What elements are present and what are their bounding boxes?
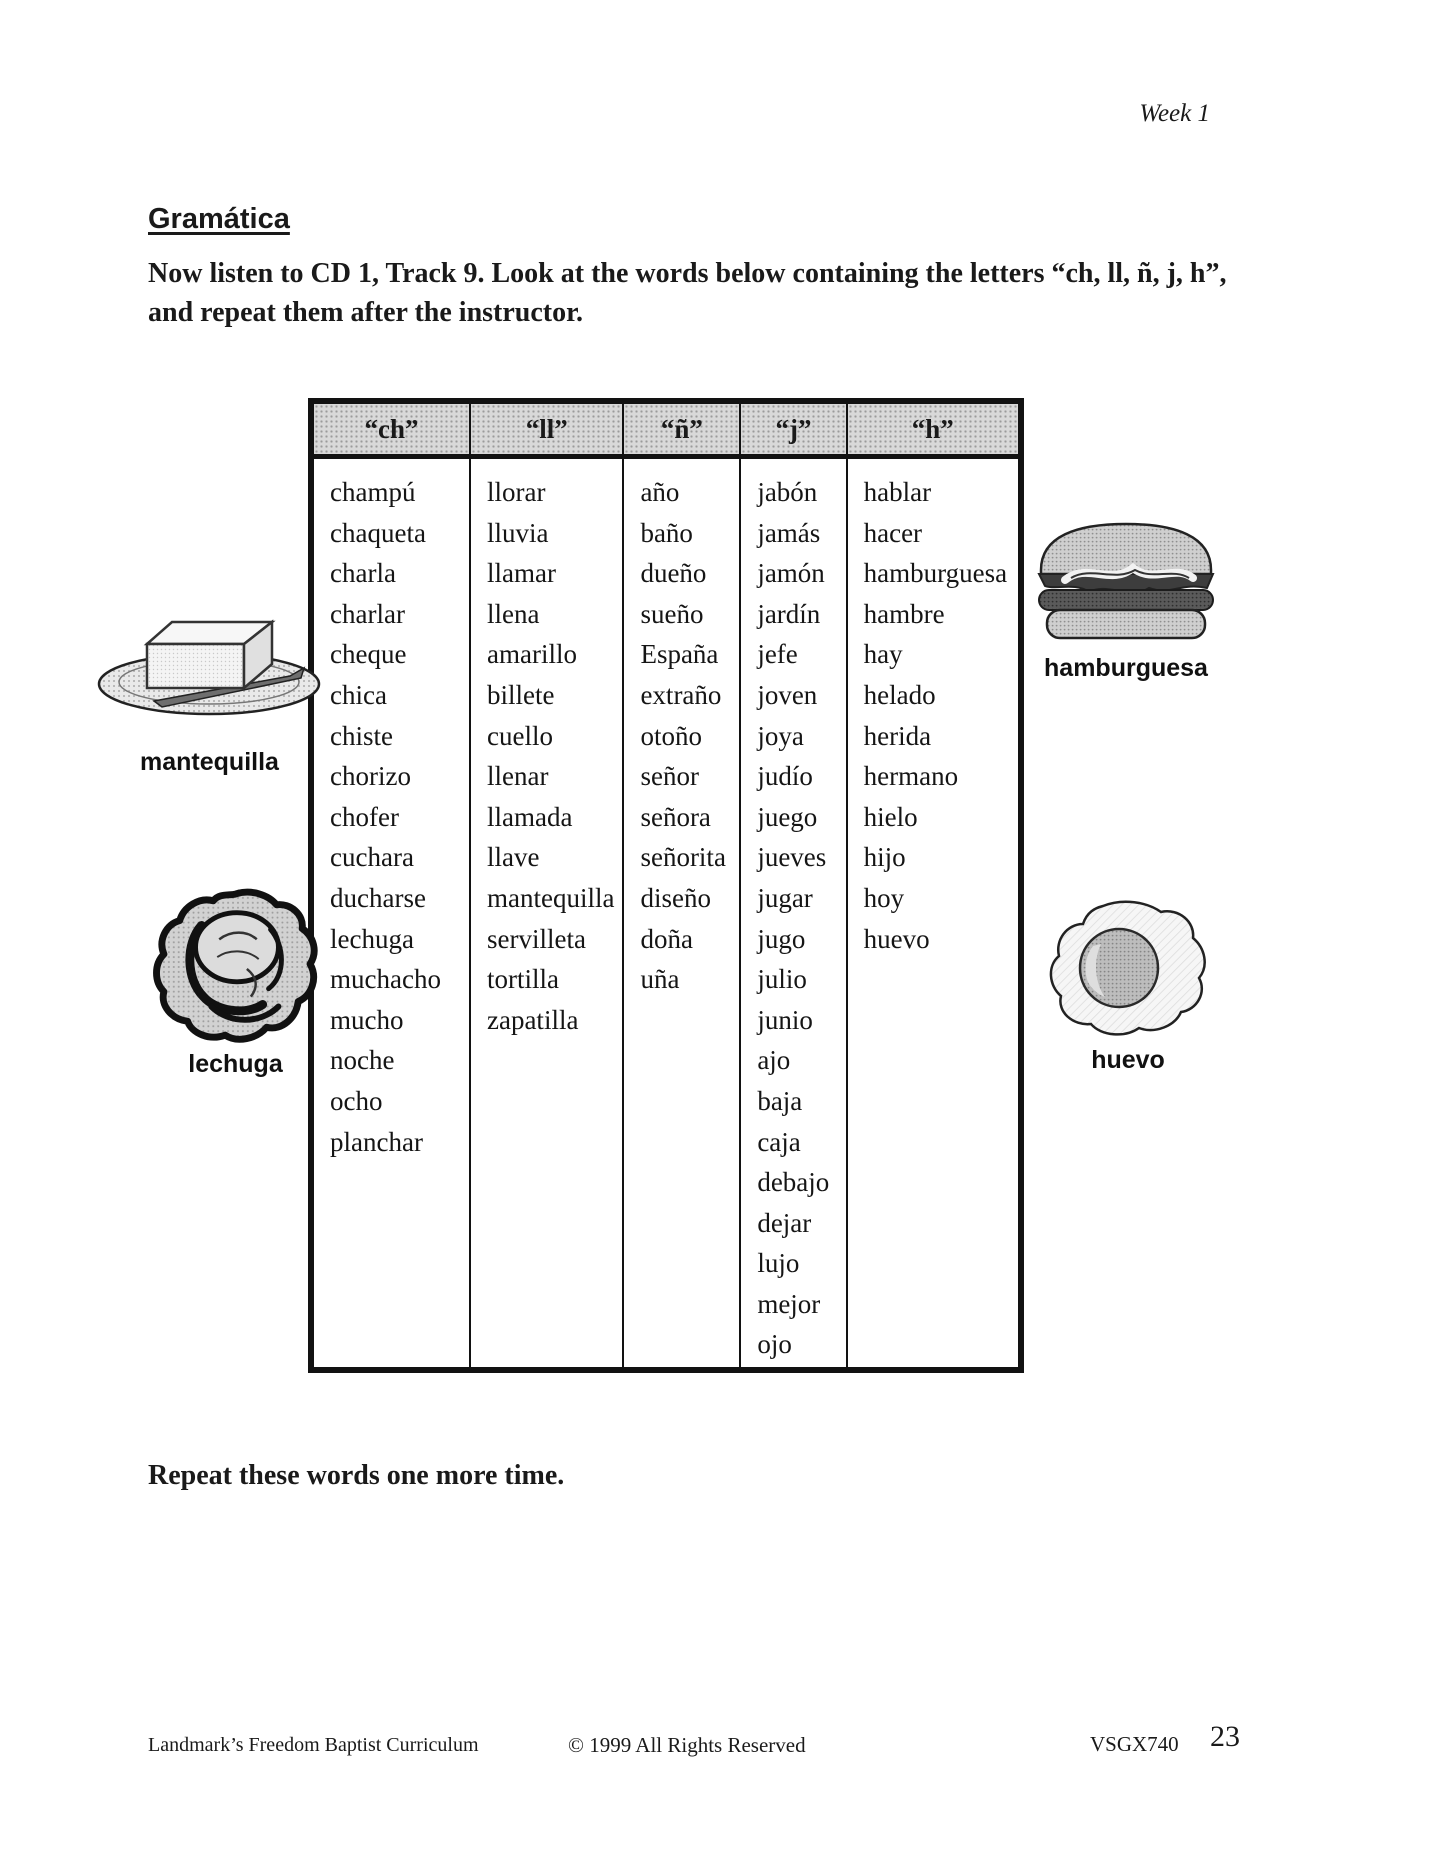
word-cell: uña (640, 964, 680, 995)
word-cell: jardín (757, 598, 821, 629)
figure-lechuga (138, 886, 333, 1079)
word-cell: cuello (486, 720, 553, 751)
word-cell: herida (863, 720, 932, 751)
word-cell: mejor (757, 1288, 821, 1319)
footer-code: VSGX740 (1090, 1732, 1179, 1756)
figure-label-huevo: huevo (1091, 1046, 1165, 1074)
word-cell: sueño (640, 598, 704, 629)
word-cell: ocho (330, 1085, 383, 1116)
word-cell: cuchara (330, 842, 414, 873)
section-title: Gramática (148, 203, 290, 235)
word-column (741, 404, 847, 1367)
column-header: “ñ” (624, 404, 739, 459)
word-cell: llave (486, 842, 540, 873)
word-cell: llena (486, 598, 540, 629)
figure-label-hamburguesa: hamburguesa (1044, 654, 1208, 682)
word-cell: año (640, 477, 680, 507)
fried-egg-illustration (1043, 898, 1213, 1040)
hamburger-illustration (1031, 516, 1221, 648)
word-cell: dueño (640, 558, 707, 589)
instruction-line-1: Now listen to CD 1, Track 9. Look at the words below containing the letters “ch, ll, ñ, j, h”, (148, 258, 1227, 289)
word-cell: hoy (863, 882, 905, 913)
word-cell: llamada (486, 801, 573, 832)
word-cell: lluvia (486, 517, 549, 548)
footer-copyright: © 1999 All Rights Reserved (568, 1733, 806, 1757)
word-cell: helado (863, 679, 936, 710)
word-cell: billete (486, 679, 555, 710)
word-cell: julio (757, 964, 807, 995)
word-cell: hijo (863, 842, 906, 873)
word-table (308, 398, 1024, 1373)
word-cell: ajo (757, 1045, 791, 1076)
page-number: 23 (1210, 1720, 1240, 1753)
repeat-note: Repeat these words one more time. (148, 1460, 565, 1491)
word-cell: charla (330, 558, 396, 589)
word-cell: diseño (640, 882, 711, 913)
instruction-paragraph (148, 254, 1238, 332)
week-label: Week 1 (1139, 100, 1210, 127)
word-cell: ducharse (330, 882, 426, 913)
column-word-list (314, 459, 469, 1162)
word-cell: jabón (757, 477, 818, 507)
word-cell: zapatilla (486, 1004, 579, 1035)
word-cell: jugar (757, 882, 813, 913)
figure-mantequilla (92, 604, 327, 777)
butter-dish-illustration (92, 604, 327, 722)
word-cell: huevo (863, 923, 930, 954)
word-column (471, 404, 624, 1367)
word-cell: chica (330, 679, 387, 710)
word-cell: chiste (330, 720, 393, 751)
column-header: “ll” (471, 404, 622, 459)
column-word-list (471, 459, 622, 1040)
word-cell: caja (757, 1126, 801, 1157)
word-cell: doña (640, 923, 693, 954)
word-cell: chofer (330, 801, 399, 832)
word-cell: España (640, 639, 719, 670)
word-cell: baño (640, 517, 693, 548)
word-column (314, 404, 471, 1367)
column-header: “j” (741, 404, 845, 459)
word-cell: muchacho (330, 964, 441, 995)
word-cell: jamás (757, 517, 821, 548)
word-cell: lujo (757, 1248, 800, 1279)
word-cell: hay (863, 639, 903, 670)
lettuce-illustration (146, 886, 326, 1044)
word-cell: champú (330, 477, 416, 507)
column-word-list (848, 459, 1018, 959)
word-cell: ojo (757, 1329, 792, 1360)
word-cell: amarillo (486, 639, 577, 670)
word-cell: cheque (330, 639, 407, 670)
word-cell: chaqueta (330, 517, 426, 548)
word-cell: señorita (640, 842, 726, 873)
word-cell: hacer (863, 517, 923, 548)
word-column (624, 404, 741, 1367)
word-cell: junio (757, 1004, 813, 1035)
word-cell: jamón (757, 558, 825, 589)
word-cell: planchar (330, 1126, 423, 1157)
word-cell: noche (330, 1045, 395, 1076)
instruction-line-2: and repeat them after the instructor. (148, 297, 583, 328)
word-cell: chorizo (330, 761, 411, 792)
word-cell: baja (757, 1085, 803, 1116)
word-cell: señor (640, 761, 699, 792)
word-cell: otoño (640, 720, 702, 751)
word-cell: charlar (330, 598, 405, 629)
word-cell: jefe (757, 639, 798, 670)
figure-hamburguesa (1026, 516, 1226, 683)
word-cell: hamburguesa (863, 558, 1008, 589)
word-cell: tortilla (486, 964, 559, 995)
word-cell: jueves (757, 842, 827, 873)
column-word-list (741, 459, 845, 1365)
word-cell: joven (757, 679, 818, 710)
word-cell: joya (757, 720, 804, 751)
word-cell: debajo (757, 1167, 830, 1198)
column-word-list (624, 459, 739, 1000)
word-cell: llorar (486, 477, 546, 507)
figure-huevo (1038, 898, 1218, 1075)
word-cell: hielo (863, 801, 918, 832)
word-cell: llenar (486, 761, 549, 792)
word-cell: hablar (863, 477, 932, 507)
column-header: “ch” (314, 404, 469, 459)
word-cell: lechuga (330, 923, 414, 954)
word-cell: hermano (863, 761, 959, 792)
footer-publisher: Landmark’s Freedom Baptist Curriculum (148, 1734, 479, 1756)
word-cell: llamar (486, 558, 556, 589)
word-cell: servilleta (486, 923, 586, 954)
figure-label-mantequilla: mantequilla (140, 748, 279, 776)
word-cell: juego (757, 801, 818, 832)
word-cell: dejar (757, 1207, 812, 1238)
word-cell: judío (757, 761, 813, 792)
word-cell: jugo (757, 923, 806, 954)
word-cell: mantequilla (486, 882, 615, 913)
word-cell: señora (640, 801, 711, 832)
word-cell: extraño (640, 679, 722, 710)
word-cell: mucho (330, 1004, 404, 1035)
word-cell: hambre (863, 598, 945, 629)
word-column (848, 404, 1018, 1367)
column-header: “h” (848, 404, 1018, 459)
figure-label-lechuga: lechuga (188, 1050, 283, 1078)
